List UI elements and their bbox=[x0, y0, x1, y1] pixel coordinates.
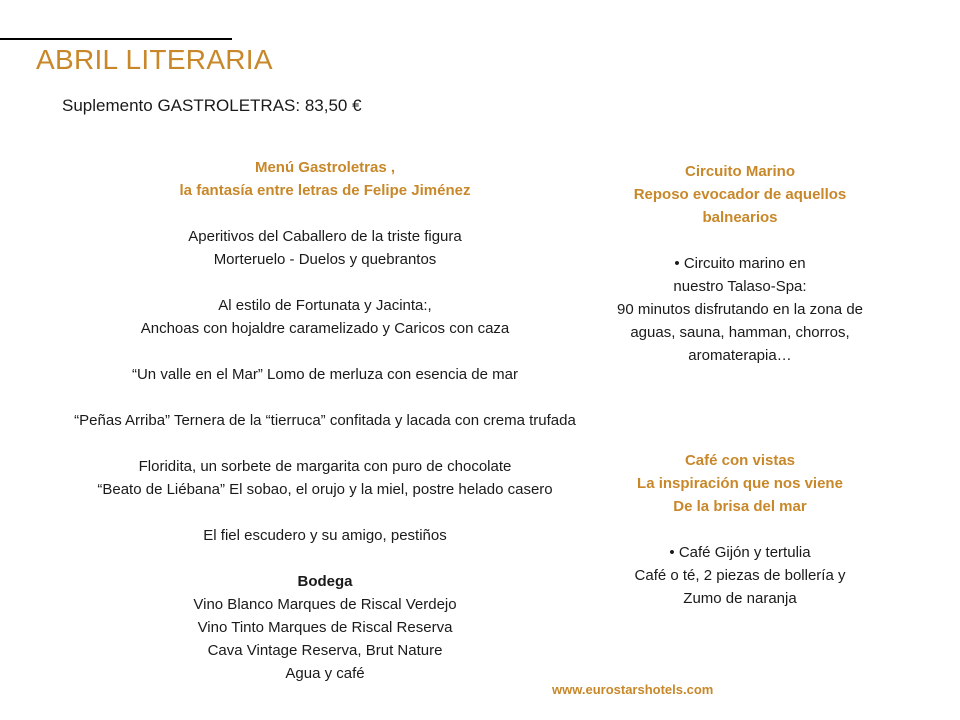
title-rule bbox=[0, 38, 232, 40]
cafe-subheading: De la brisa del mar bbox=[673, 498, 807, 515]
wine-item: Vino Blanco Marques de Riscal Verdejo bbox=[193, 596, 457, 613]
cafe-subheading: La inspiración que nos viene bbox=[637, 475, 843, 492]
circuito-line: 90 minutos disfrutando en la zona de bbox=[617, 301, 863, 318]
menu-item: Floridita, un sorbete de margarita con puro de chocolate bbox=[138, 458, 512, 475]
circuito-line: nuestro Talaso-Spa: bbox=[673, 278, 807, 295]
circuito-line: • Circuito marino en bbox=[585, 252, 895, 275]
cafe-heading: Café con vistas bbox=[684, 452, 796, 469]
page-title: ABRIL LITERARIA bbox=[36, 44, 273, 75]
menu-section bbox=[20, 156, 630, 685]
menu-heading: Menú Gastroletras , bbox=[254, 159, 396, 176]
menu-item: El fiel escudero y su amigo, pestiños bbox=[203, 527, 447, 544]
bodega-title: Bodega bbox=[297, 573, 353, 590]
wine-item: Cava Vintage Reserva, Brut Nature bbox=[207, 642, 443, 659]
circuito-subheading: balnearios bbox=[702, 209, 778, 226]
circuito-line: aromaterapia… bbox=[688, 347, 792, 364]
supplement-price: Suplemento GASTROLETRAS: 83,50 € bbox=[62, 96, 362, 115]
wine-item: Agua y café bbox=[285, 665, 365, 682]
wine-item: Vino Tinto Marques de Riscal Reserva bbox=[197, 619, 453, 636]
circuito-line: aguas, sauna, hamman, chorros, bbox=[630, 324, 850, 341]
cafe-line: • Café Gijón y tertulia bbox=[585, 541, 895, 564]
menu-item: Morteruelo - Duelos y quebrantos bbox=[213, 251, 437, 268]
circuito-subheading: Reposo evocador de aquellos bbox=[633, 186, 847, 203]
menu-subheading: la fantasía entre letras de Felipe Jiménez bbox=[179, 182, 471, 199]
menu-item: Al estilo de Fortunata y Jacinta:, bbox=[218, 297, 432, 314]
menu-item: “Beato de Liébana” El sobao, el orujo y la miel, postre helado casero bbox=[97, 481, 553, 498]
menu-item: Aperitivos del Caballero de la triste figura bbox=[188, 228, 462, 245]
website-link[interactable]: www.eurostarshotels.com bbox=[552, 682, 714, 697]
cafe-section bbox=[585, 449, 895, 610]
cafe-line: Café o té, 2 piezas de bollería y bbox=[634, 567, 846, 584]
menu-item: “Peñas Arriba” Ternera de la “tierruca” confitada y lacada con crema trufada bbox=[74, 412, 576, 429]
circuito-section bbox=[585, 160, 895, 367]
cafe-line: Zumo de naranja bbox=[683, 590, 797, 607]
menu-item: “Un valle en el Mar” Lomo de merluza con esencia de mar bbox=[131, 366, 518, 383]
circuito-heading: Circuito Marino bbox=[684, 163, 795, 180]
menu-item: Anchoas con hojaldre caramelizado y Caricos con caza bbox=[140, 320, 510, 337]
